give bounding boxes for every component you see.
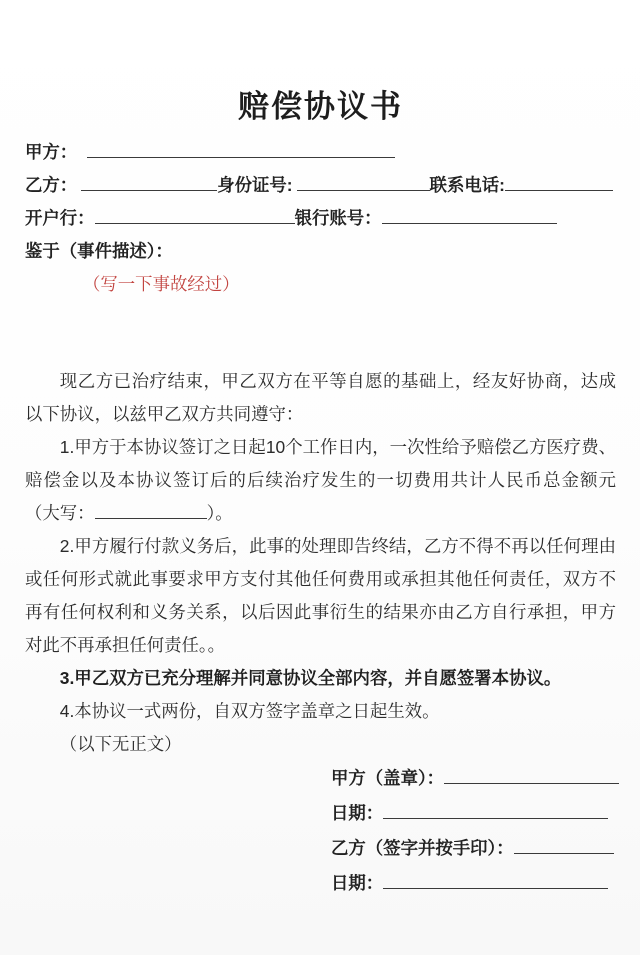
clause-1-text-after: ）。 (206, 503, 233, 523)
party-b-sign-label: 乙方（签字并按手印）： (331, 838, 514, 858)
party-a-seal-label: 甲方（盖章）： (331, 768, 445, 788)
intro-paragraph: 现乙方已治疗结束，甲乙双方在平等自愿的基础上，经友好协商，达成以下协议，以兹甲乙双方共同遵守： (25, 371, 616, 424)
document-title: 赔偿协议书 (238, 89, 403, 124)
bank-blank-line (95, 207, 295, 224)
account-label: 银行账号： (294, 208, 382, 228)
bank-label: 开户行： (25, 208, 95, 228)
id-number-label: 身份证号: (217, 175, 293, 195)
clause-1-paragraph (25, 431, 616, 530)
party-a-date-label: 日期： (331, 803, 384, 823)
party-b-sign-blank-line (514, 837, 614, 854)
party-a-seal-blank-line (444, 767, 619, 784)
party-a-row (25, 136, 616, 169)
account-blank-line (382, 207, 557, 224)
clause-1-text-before: 1.甲方于本协议签订之日起10个工作日内，一次性给予赔偿乙方医疗费、赔偿金以及本协议签订后的后续治疗发生的一切费用共计人民币总金额元（大写： (25, 437, 616, 523)
party-b-sign-row (331, 831, 616, 866)
whereas-row (25, 235, 616, 268)
phone-blank-line (505, 174, 613, 191)
whereas-label: 鉴于（事件描述）： (25, 241, 173, 261)
party-a-date-blank-line (383, 802, 608, 819)
incident-hint-note: （写一下事故经过） (83, 274, 240, 294)
header-fields (25, 136, 616, 301)
party-b-label: 乙方： (25, 175, 78, 195)
party-a-seal-row (331, 761, 616, 796)
end-note: （以下无正文） (59, 734, 182, 754)
party-a-date-row (331, 796, 616, 831)
phone-label: 联系电话: (429, 175, 505, 195)
party-b-date-row (331, 866, 616, 901)
party-a-label: 甲方： (25, 142, 78, 162)
clause-3-paragraph: 3.甲乙双方已充分理解并同意协议全部内容，并自愿签署本协议。 (59, 668, 562, 688)
id-number-blank-line (297, 174, 430, 191)
bank-row (25, 202, 616, 235)
signature-block (331, 761, 616, 901)
party-a-blank-line (87, 141, 395, 158)
clause-4-paragraph: 4.本协议一式两份，自双方签字盖章之日起生效。 (59, 701, 440, 721)
party-b-row (25, 169, 616, 202)
clause-2-paragraph: 2.甲方履行付款义务后，此事的处理即告终结，乙方不得不再以任何理由或任何形式就此事要求甲方支付其他任何费用或承担其他任何责任，双方不再有任何权利和义务关系，以后因此事衍生的结果亦由乙方自行承担，甲方对此不再承担任何责任。。 (25, 536, 616, 655)
amount-blank-line (95, 502, 207, 519)
party-b-date-blank-line (383, 872, 608, 889)
party-b-date-label: 日期： (331, 873, 384, 893)
party-b-blank-line (81, 174, 217, 191)
